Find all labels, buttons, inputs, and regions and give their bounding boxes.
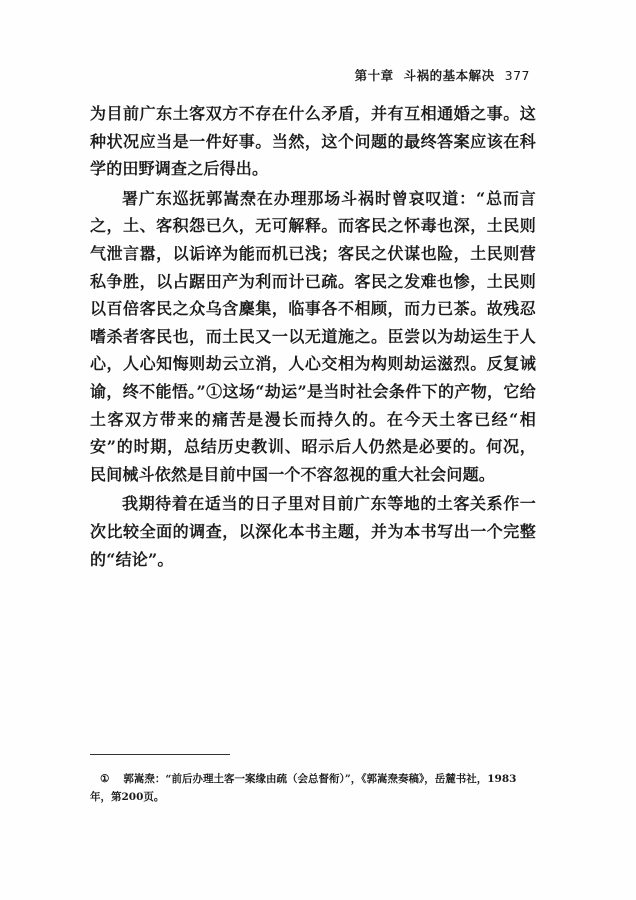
chapter-title: 斗祸的基本解决 xyxy=(403,68,495,83)
paragraph-3: 我期待着在适当的日子里对目前广东等地的土客关系作一次比较全面的调查，以深化本书主题，并为本书写出一个完整的“结论”。 xyxy=(90,494,536,569)
chapter-label: 第十章 xyxy=(354,68,394,83)
footnote-text: 郭嵩焘：“前后办理土客一案缘由疏（会总督衔）”，《郭嵩焘奏稿》，岳麓书社，1983年，第200页。 xyxy=(90,773,517,803)
page-number: 377 xyxy=(504,68,530,83)
paragraph-2: 署广东巡抚郭嵩焘在办理那场斗祸时曾哀叹道：“总而言之，土、客积怨已久，无可解释。而客民之怀毒也深，土民则气泄言嚣，以诟谇为能而机已浅；客民之伏谋也险，土民则营私争胜，以占踞田产为利而计已疏。客民之发难也惨，土民则以百倍客民之众乌含麇集，临事各不相顾，而力已茶。故残忍嗜杀者客民也，而土民又一以无道施之。臣尝以为劫运生于人心，人心知悔则劫云立消，人心交相为构则劫运滋烈。反复诫谕，终不能悟。”①这场“劫运”是当时社会条件下的产物，它给土客双方带来的痛苦是漫长而持久的。在今天土客已经“相安”的时期，总结历史教训、昭示后人仍然是必要的。何况，民间械斗依然是目前中国一个不容忽视的重大社会问题。 xyxy=(90,188,536,484)
running-head xyxy=(355,66,530,84)
body-text xyxy=(90,100,536,573)
footnote-mark: ① xyxy=(100,773,110,785)
paragraph-1: 为目前广东土客双方不存在什么矛盾，并有互相通婚之事。这种状况应当是一件好事。当然，这个问题的最终答案应该在科学的田野调查之后得出。 xyxy=(90,104,536,179)
footnote xyxy=(90,770,536,806)
footnote-rule xyxy=(90,754,230,755)
